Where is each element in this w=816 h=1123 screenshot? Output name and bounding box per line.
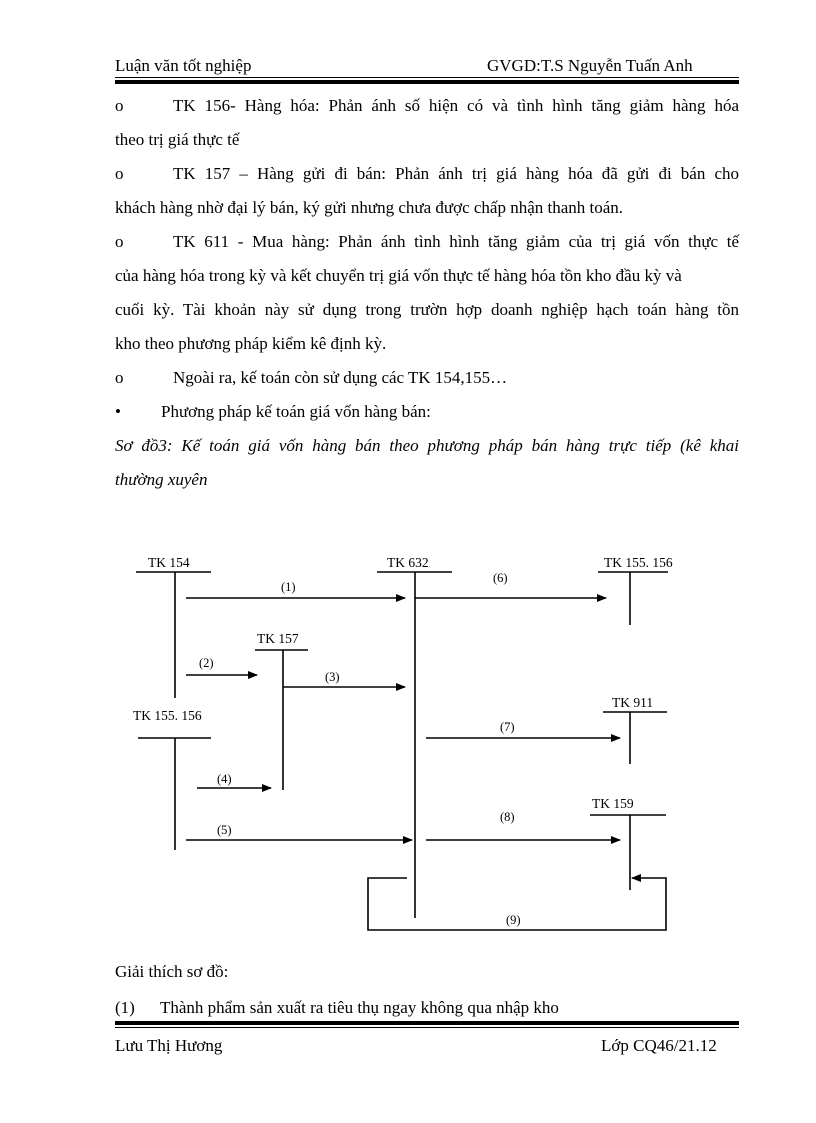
item-number: (1) [115,998,135,1017]
diagram-caption-cont: thường xuyên [115,470,208,489]
tk159-label: TK 159 [592,796,634,811]
paragraph-other-tk: o Ngoài ra, kế toán còn sử dụng các TK 154,155… [115,361,739,395]
bullet-dot: • [115,402,121,421]
flow-3-label: (3) [325,670,340,684]
tk157-label: TK 157 [257,631,299,646]
flow-1-label: (1) [281,580,296,594]
footer-left: Lưu Thị Hương [115,1036,223,1055]
paragraph-tk156: o TK 156- Hàng hóa: Phản ánh số hiện có và tình hình tăng giảm hàng hóa [115,89,739,123]
bullet-circle: o [115,96,124,115]
flow-7-label: (7) [500,720,515,734]
body-text: o TK 156- Hàng hóa: Phản ánh số hiện có và tình hình tăng giảm hàng hóa theo trị giá thực tế o TK 157 – Hàng gửi đi bán: Phản ánh trị giá hàng hóa đã gửi đi bán cho khách hàng nhờ đại lý bán, ký gửi nhưng chưa được chấp nhận thanh toán. o TK 611 - Mua hàng: Phản ánh tình hình tăng giảm của trị giá vốn thực tế của hàng hóa trong kỳ và kết chuyển trị giá vốn thực tế hàng hóa tồn kho đầu kỳ và cuối kỳ. Tài khoản này sử dụng trong trườn hợp doanh nghiệp hạch toán hàng tồn kho theo phương pháp kiểm kê định kỳ. o Ngoài ra, kế toán còn sử dụng các TK 154,155… • Phương pháp kế toán giá vốn hàng bán: Sơ đồ3: Kế toán giá vốn hàng bán theo phương pháp bán hàng trực tiếp (kê khai thường xuyên [115,89,739,497]
tk154-label: TK 154 [148,555,190,570]
explanation-heading: Giải thích sơ đồ: [115,962,229,981]
flow-5-label: (5) [217,823,232,837]
flow-2-label: (2) [199,656,214,670]
tk632-label: TK 632 [387,555,429,570]
item-text: Thành phẩm sản xuất ra tiêu thụ ngay không qua nhập kho [160,998,559,1017]
bullet-circle: o [115,164,124,183]
footer-rule-thick [115,1021,739,1025]
footer-rule-thin [115,1027,739,1028]
tk155-156-right-label: TK 155. 156 [604,555,673,570]
flow-6-label: (6) [493,571,508,585]
footer-right: Lớp CQ46/21.12 [601,1036,717,1055]
diagram-caption: Sơ đồ3: Kế toán giá vốn hàng bán theo phương pháp bán hàng trực tiếp (kê khai [115,436,739,455]
paragraph-tk611: o TK 611 - Mua hàng: Phản ánh tình hình tăng giảm của trị giá vốn thực tế [115,225,739,259]
header-left: Luận văn tốt nghiệp [115,56,252,75]
explanation-item-1 [115,998,559,1018]
paragraph-method: • Phương pháp kế toán giá vốn hàng bán: [115,395,739,429]
bullet-circle: o [115,232,124,251]
flow-8-label: (8) [500,810,515,824]
header-right: GVGD:T.S Nguyễn Tuấn Anh [487,56,693,75]
bullet-circle: o [115,368,124,387]
flow-9-label: (9) [506,913,521,927]
tk911-label: TK 911 [612,695,654,710]
flow-4-label: (4) [217,772,232,786]
paragraph-tk157: o TK 157 – Hàng gửi đi bán: Phản ánh trị giá hàng hóa đã gửi đi bán cho [115,157,739,191]
tk155-156-left-label: TK 155. 156 [133,708,202,723]
